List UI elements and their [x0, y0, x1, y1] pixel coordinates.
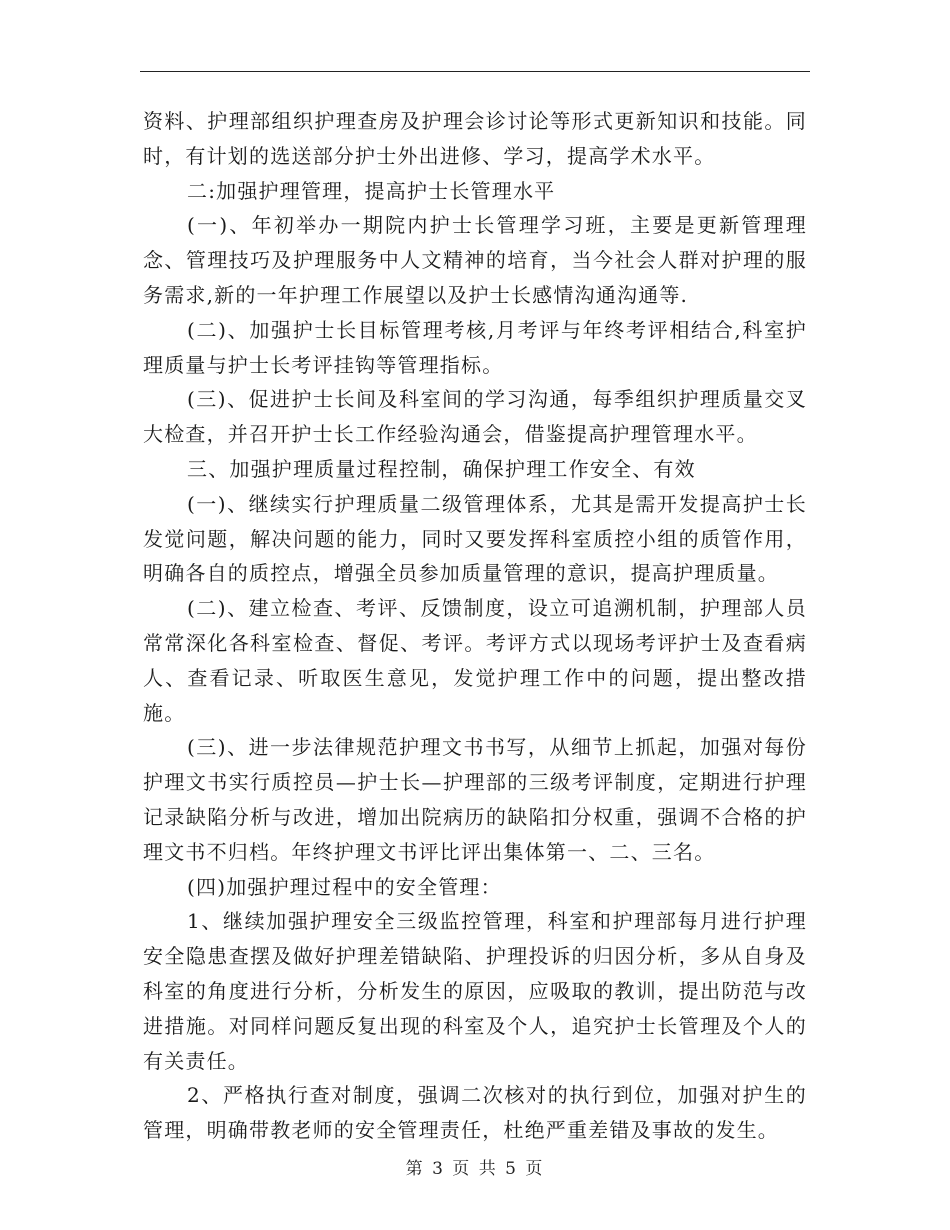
section-heading-3: 三、加强护理质量过程控制，确保护理工作安全、有效 [187, 456, 696, 481]
paragraph: 1、继续加强护理安全三级监控管理，科室和护理部每月进行护理安全隐患查摆及做好护理差错缺陷、护理投诉的归因分析，多从自身及科室的角度进行分析，分析发生的原因，应吸取的教训，提出防范与改进措施。对同样问题反复出现的科室及个人，追究护士长管理及个人的有关责任。 [143, 909, 807, 1073]
paragraph: (一)、继续实行护理质量二级管理体系，尤其是需开发提高护士长发觉问题，解决问题的能力，同时又要发挥科室质控小组的质管作用，明确各自的质控点，增强全员参加质量管理的意识，提高护理质量。 [143, 491, 807, 586]
paragraph: 2、严格执行查对制度，强调二次核对的执行到位，加强对护生的管理，明确带教老师的安全管理责任，杜绝严重差错及事故的发生。 [143, 1083, 807, 1143]
paragraph: (二)、建立检查、考评、反馈制度，设立可追溯机制，护理部人员常常深化各科室检查、督促、考评。考评方式以现场考评护士及查看病人、查看记录、听取医生意见，发觉护理工作中的问题，提出整改措施。 [143, 596, 807, 725]
paragraph: (三)、促进护士长间及科室间的学习沟通，每季组织护理质量交叉大检查，并召开护士长工作经验沟通会，借鉴提高护理管理水平。 [143, 387, 807, 447]
subsection-heading-4: (四)加强护理过程中的安全管理： [187, 874, 502, 899]
paragraph: (一)、年初举办一期院内护士长管理学习班，主要是更新管理理念、管理技巧及护理服务中人文精神的培育，当今社会人群对护理的服务需求,新的一年护理工作展望以及护士长感情沟通沟通等. [143, 213, 807, 307]
paragraph: (三)、进一步法律规范护理文书书写，从细节上抓起，加强对每份护理文书实行质控员—护士长—护理部的三级考评制度，定期进行护理记录缺陷分析与改进，增加出院病历的缺陷扣分权重，强调不合格的护理文书不归档。年终护理文书评比评出集体第一、二、三名。 [143, 735, 807, 864]
section-heading-2: 二:加强护理管理，提高护士长管理水平 [187, 178, 556, 203]
header-rule [140, 71, 810, 72]
paragraph-continuation: 资料、护理部组织护理查房及护理会诊讨论等形式更新知识和技能。同时，有计划的选送部分护士外出进修、学习，提高学术水平。 [143, 109, 807, 168]
page-number: 第 3 页 共 5 页 [405, 1159, 545, 1179]
paragraph: (二)、加强护士长目标管理考核,月考评与年终考评相结合,科室护理质量与护士长考评挂钩等管理指标。 [143, 317, 807, 377]
document-body [143, 104, 807, 1148]
